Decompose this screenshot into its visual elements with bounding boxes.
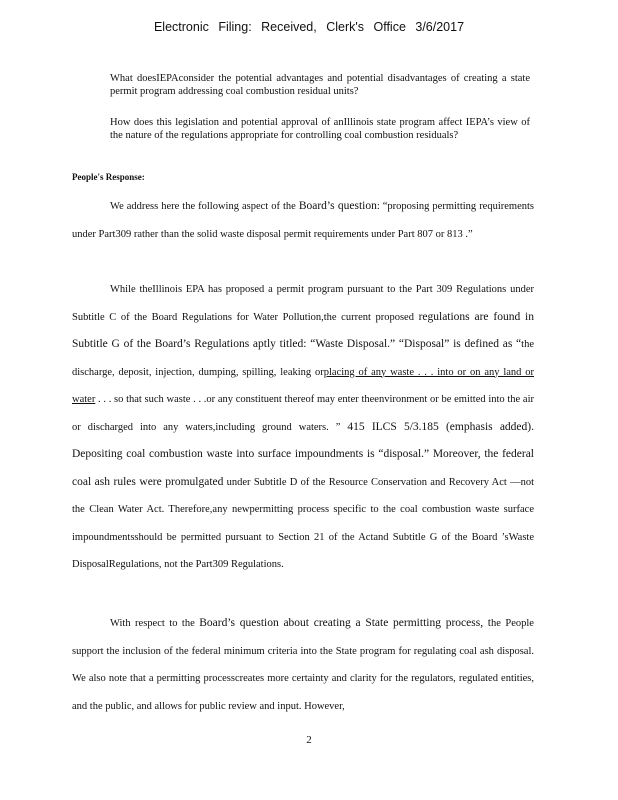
paragraph-1 (72, 193, 534, 248)
p2-text-g: under Subtitle D of the Resource Conservation and Recovery Act —not the Clean Water Act. Therefore,any newpermitting process specific to the coal combustion waste surface impoundmentsshould be permitted pursuant to Section 21 of the Actand Subtitle G of the Board ’sWaste DisposalRegulations, not the Part309 Regulations. (72, 476, 534, 570)
question-1: What doesIEPAconsider the potential advantages and potential disadvantages of creating a state permit program addressing coal combustion residual units? (110, 73, 530, 97)
page-number: 2 (306, 734, 312, 746)
p2-text-e: . . . so that such waste . . .or any constituent thereof may enter theenvironment or be emitted into the air or discharged into any waters,including ground waters. ” (72, 394, 534, 433)
p2-text-a: While theIllinois EPA has proposed a permit program pursuant to the Part 309 Regulations under Subtitle C of the Board Regulations for Water Pollution,the current proposed (72, 284, 534, 323)
p2-text-f: 415 ILCS 5/3.185 (emphasis added). Depositing coal combustion waste into surface impoundments is “disposal.” Moreover, the federal coal ash rules were promulgated (72, 420, 534, 488)
filing-header: Electronic Filing: Received, Clerk's Office 3/6/2017 (153, 20, 465, 34)
p3-text-c: he People support the inclusion of the federal minimum criteria into the State program for regulating coal ash disposal. We also note that a permitting processcreates more certainty and clarity for the regulators, regulated entities, and the public, and allows for public review and input. However, (72, 618, 534, 712)
p1-text-c: : “proposing permitting requirements under Part309 rather than the solid waste disposal permit requirements under Part 807 or 813 .” (72, 201, 535, 240)
response-label: People's Response: (72, 172, 145, 182)
p2-emphasis: placing of any waste . . . into or on any land or water (72, 366, 534, 405)
p1-text-b: Board’s question (298, 200, 377, 212)
p3-text-b: Board’s question about creating a State permitting process, t (199, 617, 491, 629)
p1-text-a: We address here the following aspect of the (110, 201, 299, 212)
p2-text-b: regulations are found in Subtitle G of the Board’s Regulations aptly titled: “Waste Disposal.” “Disposal” is defined as “ (72, 310, 534, 350)
question-2: How does this legislation and potential approval of anIllinois state program affect IEPA’s view of the nature of the regulations appropriate for controlling coal combustion residuals? (110, 117, 530, 141)
p3-text-a: With respect to the (110, 618, 200, 629)
p2-text-c: the discharge, deposit, injection, dumping, spilling, leaking or (72, 339, 534, 378)
paragraph-3 (72, 610, 534, 720)
paragraph-2 (72, 276, 534, 579)
